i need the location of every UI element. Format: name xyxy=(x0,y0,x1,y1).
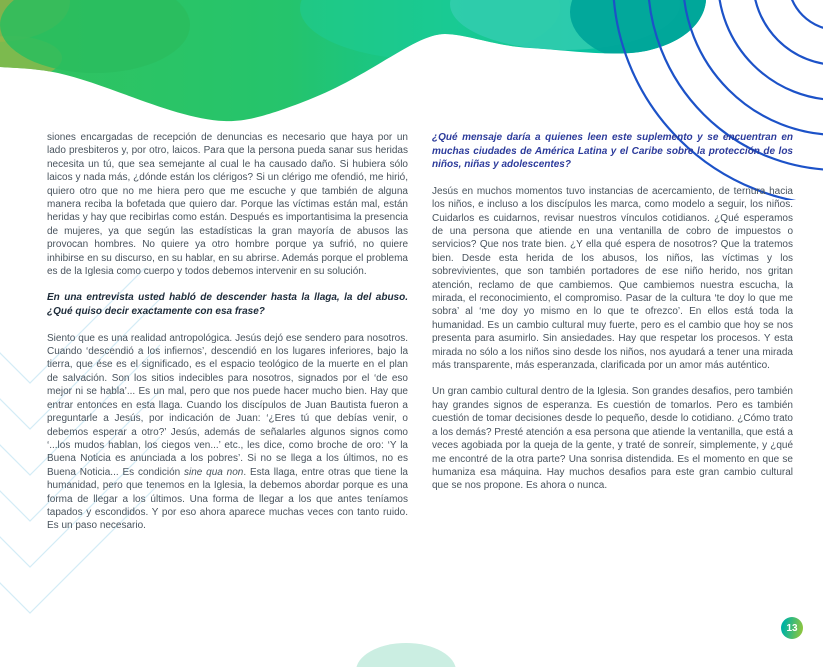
interview-question: ¿Qué mensaje daría a quienes leen este suplemento y se encuentran en muchas ciudades de América Latina y el Caribe sobre la protección de los niños, niñas y adolescentes? xyxy=(432,132,793,171)
bottom-bump-graphic xyxy=(356,641,456,667)
answer-text: Siento que es una realidad antropológica. Jesús dejó ese sendero para nosotros. Cuando ‘descendió a los infiernos’, descendió en los lugares inferiores, bajo la tierra, que ése es el significado, es el espacio teológico de la muerte en el plan de salvación. Son los sitios indecibles para nosotros, signados por el ‘de eso mejor ni se habla’... Es un mal, pero que nos puede hacer mucho bien. Hay que entrar entonces en esta llaga. Cuando los discípulos de Juan Bautista fueron a preguntarle a Jesús, por indicación de Juan: ‘¿Eres tú que debías venir, o debemos esperar a otro?’ Jesús, además de señalarles algunos signos como ‘...los mudos hablan, los ciegos ven...’ etc., les dice, como broche de oro: ‘Y la Buena Noticia es anunciada a los pobres’. Si no se llega a los últimos, no es Buena Noticia... Es condición xyxy=(47,332,408,478)
answer-text: . Esta llaga, entre otras que tiene la humanidad, pero que tenemos en la Iglesia, la debemos abordar porque es una forma de llegar a los últimos. Una forma de llegar a los que antes teníamos tapados y escondidos. Y por eso ahora aparece muchas veces con tanto ruido. Es un paso necesario. xyxy=(47,466,408,532)
teal-light-blob xyxy=(450,0,680,50)
wave-shape xyxy=(0,0,706,121)
latin-phrase: sine qua non xyxy=(184,466,244,478)
green-blob xyxy=(0,0,190,73)
teal-dark-blob xyxy=(570,0,726,62)
teal-light-blob xyxy=(300,0,560,60)
olive-blob xyxy=(0,36,62,80)
body-paragraph xyxy=(47,332,408,533)
article-body xyxy=(47,131,793,546)
body-paragraph: siones encargadas de recepción de denuncias es necesario que haya por un lado presbiteros y, por otro, laicos. Para que la persona pueda sanar sus heridas necesita un tú, que sea semejante al cual le ha causado daño. Si hubiera sólo laicos y nada más, ¿dónde están los clérigos? Si un clérigo me ofendió, me hirió, quiero otro que no me hiera pero que me escuche y que también de alguna manera reciba la bofetada que quiero dar. Porque las víctimas están mal, están heridas y hay que recibirlas como están. Después es importantisima la presencia de mujeres, ya que según las estadísticas la gran mayoría de abusos las provocan hombres. No quiere ya otro hombre porque ya sufrió, no quiere inhibirse en su discurso, en su hablar, en su abrirse. Además porque el problema es de la Iglesia como cuerpo y todos debemos intervenir en su solución. xyxy=(47,132,408,278)
body-paragraph: Jesús en muchos momentos tuvo instancias de acercamiento, de ternura hacia los niños, e incluso a los discípulos les marca, como modelo a seguir, los niños. Cuidarlos es cuidarnos, revisar nuestros vínculos cotidianos. ¿Qué esperamos de una persona que atiende en una ventanilla de cobro de impuestos o servicios? Que nos trate bien. ¿Y ella qué espera de nosotros? Que la tratemos bien. Desde esta herida de los abusos, los niños, las víctimas y los sobrevivientes, que son también portadores de ese niño herido, nos gritan atención, reclamo de que cambiemos. Que cambiemos nuestra escucha, la mirada, el reconocimiento, el compromiso. Pasar de la cultura ‘te doy lo que me sobra’ al ‘me doy yo mismo en lo que te ofrezco’. En ellos está toda la humanidad. Es un cambio cultural muy fuerte, pero es el cambio que hoy se nos presenta para asumirlo. Sin ansiedades. Hay que respetar los procesos. Y esta mirada no sólo a los niños sino desde los niños, nos ayudará a tener una mirada más transparente, más esperanzada, clarificada por un amor más auténtico. xyxy=(432,185,793,372)
body-paragraph: Un gran cambio cultural dentro de la Iglesia. Son grandes desafios, pero también hay grandes signos de esperanza. Es cuestión de tomarlos. Pero es también cuestión de tomar decisiones desde lo pequeño, desde lo cotidiano. ¿Cómo trato a los demás? Presté atención a esa persona que atiende la ventanilla, que está a veces agobiada por la queja de la gente, y traté de sonreír, simplemente, y ¿qué me encontré de la otra parte? Una sonrisa distendida. Es el momento en que se humaniza esa máquina. Hay muchos desafios para este gran cambio cultural que se nos propone. Es ahora o nunca. xyxy=(432,386,793,492)
interview-question: En una entrevista usted habló de descender hasta la llaga, la del abuso. ¿Qué quiso decir exactamente con esa frase? xyxy=(47,292,408,318)
right-column xyxy=(432,131,793,546)
top-wave-graphic xyxy=(0,0,823,140)
left-column xyxy=(47,131,408,546)
page-number-badge: 13 xyxy=(781,617,803,639)
olive-blob xyxy=(0,0,70,42)
